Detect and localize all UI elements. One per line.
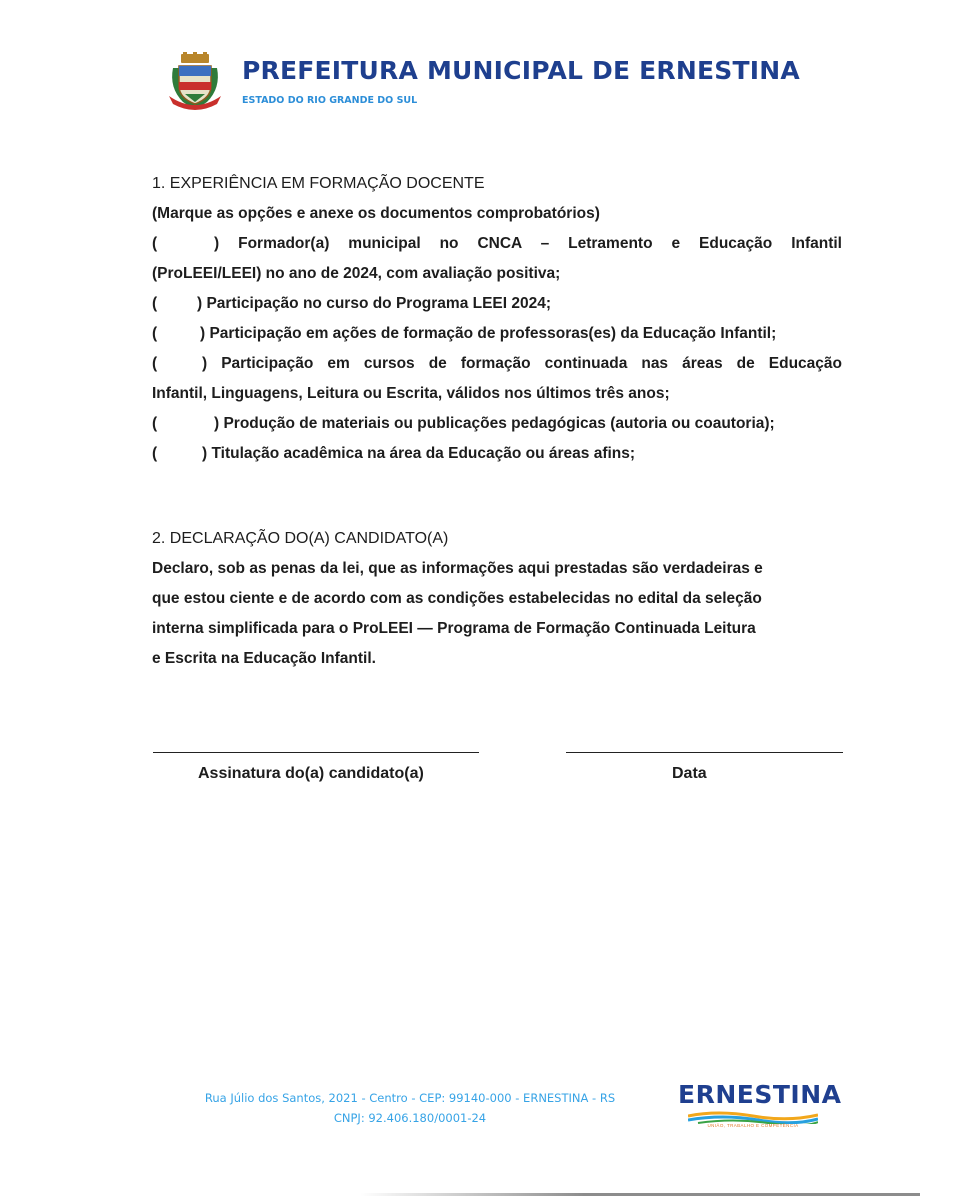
option-5[interactable] — [152, 414, 842, 434]
footer-address-block — [170, 1088, 650, 1128]
header-title: PREFEITURA MUNICIPAL DE ERNESTINA — [242, 56, 800, 85]
declaration-line-1: Declaro, sob as penas da lei, que as informações aqui prestadas são verdadeiras e — [152, 560, 763, 577]
checkbox-parenthesis[interactable]: ( — [152, 445, 158, 462]
option-5-text: ) Produção de materiais ou publicações pedagógicas (autoria ou coautoria); — [214, 415, 775, 432]
option-2[interactable] — [152, 294, 842, 314]
section2-heading: 2. DECLARAÇÃO DO(A) CANDIDATO(A) — [152, 530, 449, 547]
signature-line[interactable] — [153, 752, 479, 753]
ernestina-logo — [678, 1080, 842, 1136]
option-1-text: ) Formador(a) municipal no CNCA – Letramento e Educação Infantil — [214, 235, 842, 252]
signature-label: Assinatura do(a) candidato(a) — [198, 765, 424, 782]
option-1[interactable] — [152, 234, 842, 254]
declaration-line-4: e Escrita na Educação Infantil. — [152, 650, 376, 667]
option-3-text: ) Participação em ações de formação de professoras(es) da Educação Infantil; — [200, 325, 777, 342]
footer-logo-text: ERNESTINA — [678, 1080, 842, 1109]
option-4[interactable] — [152, 354, 842, 374]
section1-heading: 1. EXPERIÊNCIA EM FORMAÇÃO DOCENTE — [152, 175, 485, 192]
section1-instruction: (Marque as opções e anexe os documentos comprobatórios) — [152, 205, 600, 222]
option-6-text: ) Titulação acadêmica na área da Educação ou áreas afins; — [202, 445, 636, 462]
footer-logo-tagline: UNIÃO, TRABALHO E COMPETÊNCIA — [707, 1123, 799, 1128]
option-4-continuation: Infantil, Linguagens, Leitura ou Escrita, válidos nos últimos três anos; — [152, 385, 670, 402]
scan-edge-shadow — [360, 1193, 920, 1196]
option-6[interactable] — [152, 444, 842, 464]
checkbox-parenthesis[interactable]: ( — [152, 295, 158, 312]
option-2-text: ) Participação no curso do Programa LEEI 2024; — [197, 295, 552, 312]
declaration-line-3: interna simplificada para o ProLEEI — Programa de Formação Continuada Leitura — [152, 620, 756, 637]
letterhead — [165, 52, 800, 114]
date-label: Data — [672, 765, 707, 782]
checkbox-parenthesis[interactable]: ( — [152, 415, 158, 432]
checkbox-parenthesis[interactable]: ( — [152, 235, 158, 252]
option-3[interactable] — [152, 324, 842, 344]
footer-cnpj: CNPJ: 92.406.180/0001-24 — [333, 1111, 487, 1125]
checkbox-parenthesis[interactable]: ( — [152, 325, 158, 342]
declaration-line-2: que estou ciente e de acordo com as condições estabelecidas no edital da seleção — [152, 590, 762, 607]
wave-icon — [688, 1110, 818, 1124]
option-4-text: ) Participação em cursos de formação continuada nas áreas de Educação — [202, 355, 842, 372]
header-subtitle: ESTADO DO RIO GRANDE DO SUL — [242, 95, 418, 106]
footer-address: Rua Júlio dos Santos, 2021 - Centro - CEP: 99140-000 - ERNESTINA - RS — [204, 1091, 616, 1105]
coat-of-arms-icon — [165, 52, 225, 112]
checkbox-parenthesis[interactable]: ( — [152, 355, 158, 372]
option-1-continuation: (ProLEEI/LEEI) no ano de 2024, com avaliação positiva; — [152, 265, 561, 282]
date-line[interactable] — [566, 752, 843, 753]
